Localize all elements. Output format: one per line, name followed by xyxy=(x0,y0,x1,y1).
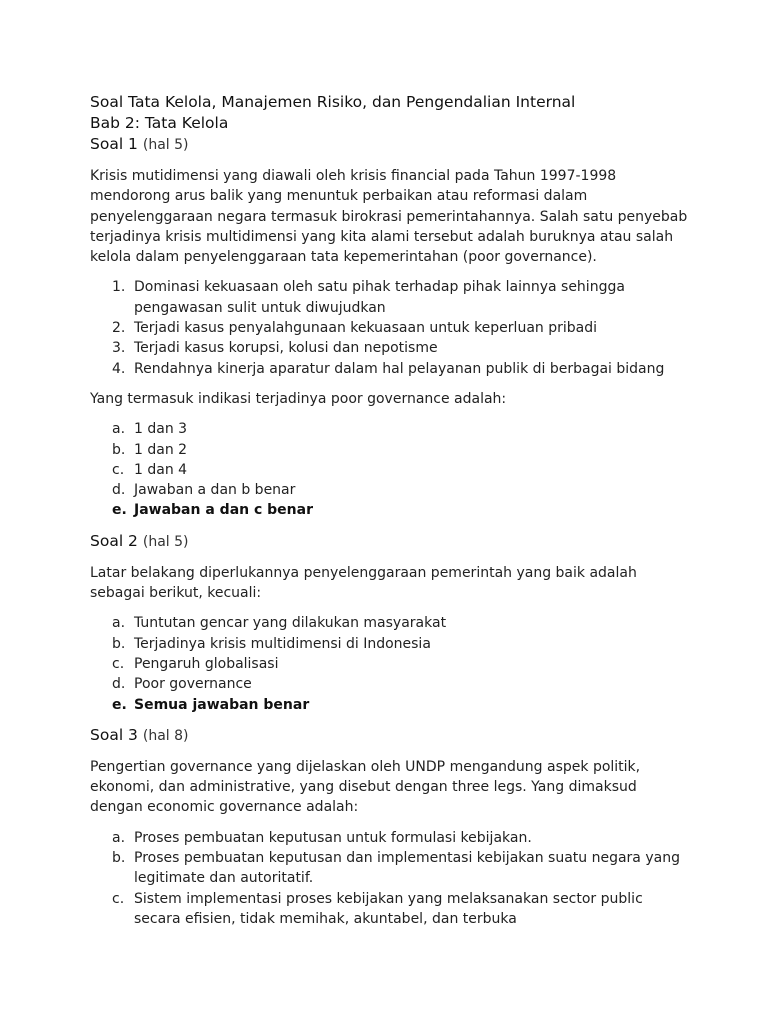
option-marker: b. xyxy=(112,635,126,652)
question-2-page-ref: (hal 5) xyxy=(142,533,189,550)
question-1-paragraph: Krisis mutidimensi yang diawali oleh krisis financial pada Tahun 1997-1998 mendorong arus balik yang menuntuk perbaikan atau reformasi dalam penyelenggaraan negara termasuk birokrasi pemerintahannya. Salah satu penyebab terjadinya krisis multidimensi yang kita alami tersebut adalah buruknya atau salah kelola dalam penyelenggaraan tata kepemerintahan (poor governance). xyxy=(90,168,688,266)
statement-text: Dominasi kekuasaan oleh satu pihak terhadap pihak lainnya sehingga pengawasan sulit untuk diwujudkan xyxy=(134,279,625,316)
question-1-header xyxy=(90,134,690,156)
option-text: Poor governance xyxy=(134,676,252,693)
statement-marker: 3. xyxy=(112,340,126,357)
option-marker: d. xyxy=(112,676,126,693)
option-item xyxy=(90,848,690,889)
option-text: 1 dan 4 xyxy=(134,461,188,478)
question-1-label: Soal 1 xyxy=(90,135,138,153)
question-2-label: Soal 2 xyxy=(90,531,138,550)
chapter-title: Bab 2: Tata Kelola xyxy=(90,114,229,132)
document-title: Soal Tata Kelola, Manajemen Risiko, dan Pengendalian Internal xyxy=(90,93,576,111)
statement-item xyxy=(90,277,690,318)
statement-item xyxy=(90,318,690,338)
statement-marker: 4. xyxy=(112,360,126,377)
option-marker: e. xyxy=(112,696,127,713)
statement-text: Terjadi kasus korupsi, kolusi dan nepotisme xyxy=(134,340,438,357)
option-item xyxy=(90,674,690,694)
option-text: Proses pembuatan keputusan dan implementasi kebijakan suatu negara yang legitimate dan autoritatif. xyxy=(134,850,680,887)
option-item xyxy=(90,654,690,674)
option-marker: b. xyxy=(112,441,126,458)
option-text: Tuntutan gencar yang dilakukan masyarakat xyxy=(134,615,447,632)
option-item xyxy=(90,480,690,500)
option-marker: a. xyxy=(112,829,126,846)
question-2-options xyxy=(90,613,690,714)
question-1-statements xyxy=(90,277,690,378)
question-2 xyxy=(90,531,690,715)
question-3-label: Soal 3 xyxy=(90,725,138,744)
question-1 xyxy=(90,134,690,521)
question-3 xyxy=(90,725,690,929)
question-1-page-ref: (hal 5) xyxy=(142,137,189,153)
statement-item xyxy=(90,359,690,379)
option-marker: c. xyxy=(112,655,125,672)
question-2-header xyxy=(90,531,690,553)
correct-option-item xyxy=(90,695,690,715)
option-marker: c. xyxy=(112,461,125,478)
statement-text: Terjadi kasus penyalahgunaan kekuasaan untuk keperluan pribadi xyxy=(134,320,597,337)
correct-option-item xyxy=(90,500,690,520)
option-item xyxy=(90,460,690,480)
option-text: Proses pembuatan keputusan untuk formulasi kebijakan. xyxy=(134,829,532,846)
option-text: 1 dan 3 xyxy=(134,421,188,438)
question-3-page-ref: (hal 8) xyxy=(142,727,189,744)
option-marker: c. xyxy=(112,890,125,907)
option-item xyxy=(90,419,690,439)
question-3-options xyxy=(90,828,690,929)
question-3-header xyxy=(90,725,690,747)
option-text: 1 dan 2 xyxy=(134,441,188,458)
statement-marker: 2. xyxy=(112,320,126,337)
question-2-paragraph: Latar belakang diperlukannya penyelenggaraan pemerintah yang baik adalah sebagai berikut, kecuali: xyxy=(90,564,637,602)
option-text: Sistem implementasi proses kebijakan yang melaksanakan sector public secara efisien, tidak memihak, akuntabel, dan terbuka xyxy=(134,890,643,927)
option-text: Semua jawaban benar xyxy=(134,696,310,713)
question-1-options xyxy=(90,419,690,520)
option-text: Jawaban a dan b benar xyxy=(134,482,296,499)
option-text: Terjadinya krisis multidimensi di Indonesia xyxy=(134,635,431,652)
option-marker: a. xyxy=(112,421,126,438)
option-item xyxy=(90,613,690,633)
question-1-prompt: Yang termasuk indikasi terjadinya poor governance adalah: xyxy=(90,390,507,407)
option-marker: b. xyxy=(112,850,126,867)
option-text: Jawaban a dan c benar xyxy=(134,502,313,519)
option-marker: a. xyxy=(112,615,126,632)
option-marker: e. xyxy=(112,502,127,519)
option-marker: d. xyxy=(112,482,126,499)
statement-marker: 1. xyxy=(112,279,126,296)
option-item xyxy=(90,634,690,654)
document-page xyxy=(90,92,690,939)
option-text: Pengaruh globalisasi xyxy=(134,655,279,672)
statement-text: Rendahnya kinerja aparatur dalam hal pelayanan publik di berbagai bidang xyxy=(134,360,665,377)
option-item xyxy=(90,828,690,848)
statement-item xyxy=(90,338,690,358)
option-item xyxy=(90,889,690,930)
question-3-paragraph: Pengertian governance yang dijelaskan oleh UNDP mengandung aspek politik, ekonomi, dan administrative, yang disebut dengan three legs. Yang dimaksud dengan economic governance adalah: xyxy=(90,758,641,816)
option-item xyxy=(90,440,690,460)
